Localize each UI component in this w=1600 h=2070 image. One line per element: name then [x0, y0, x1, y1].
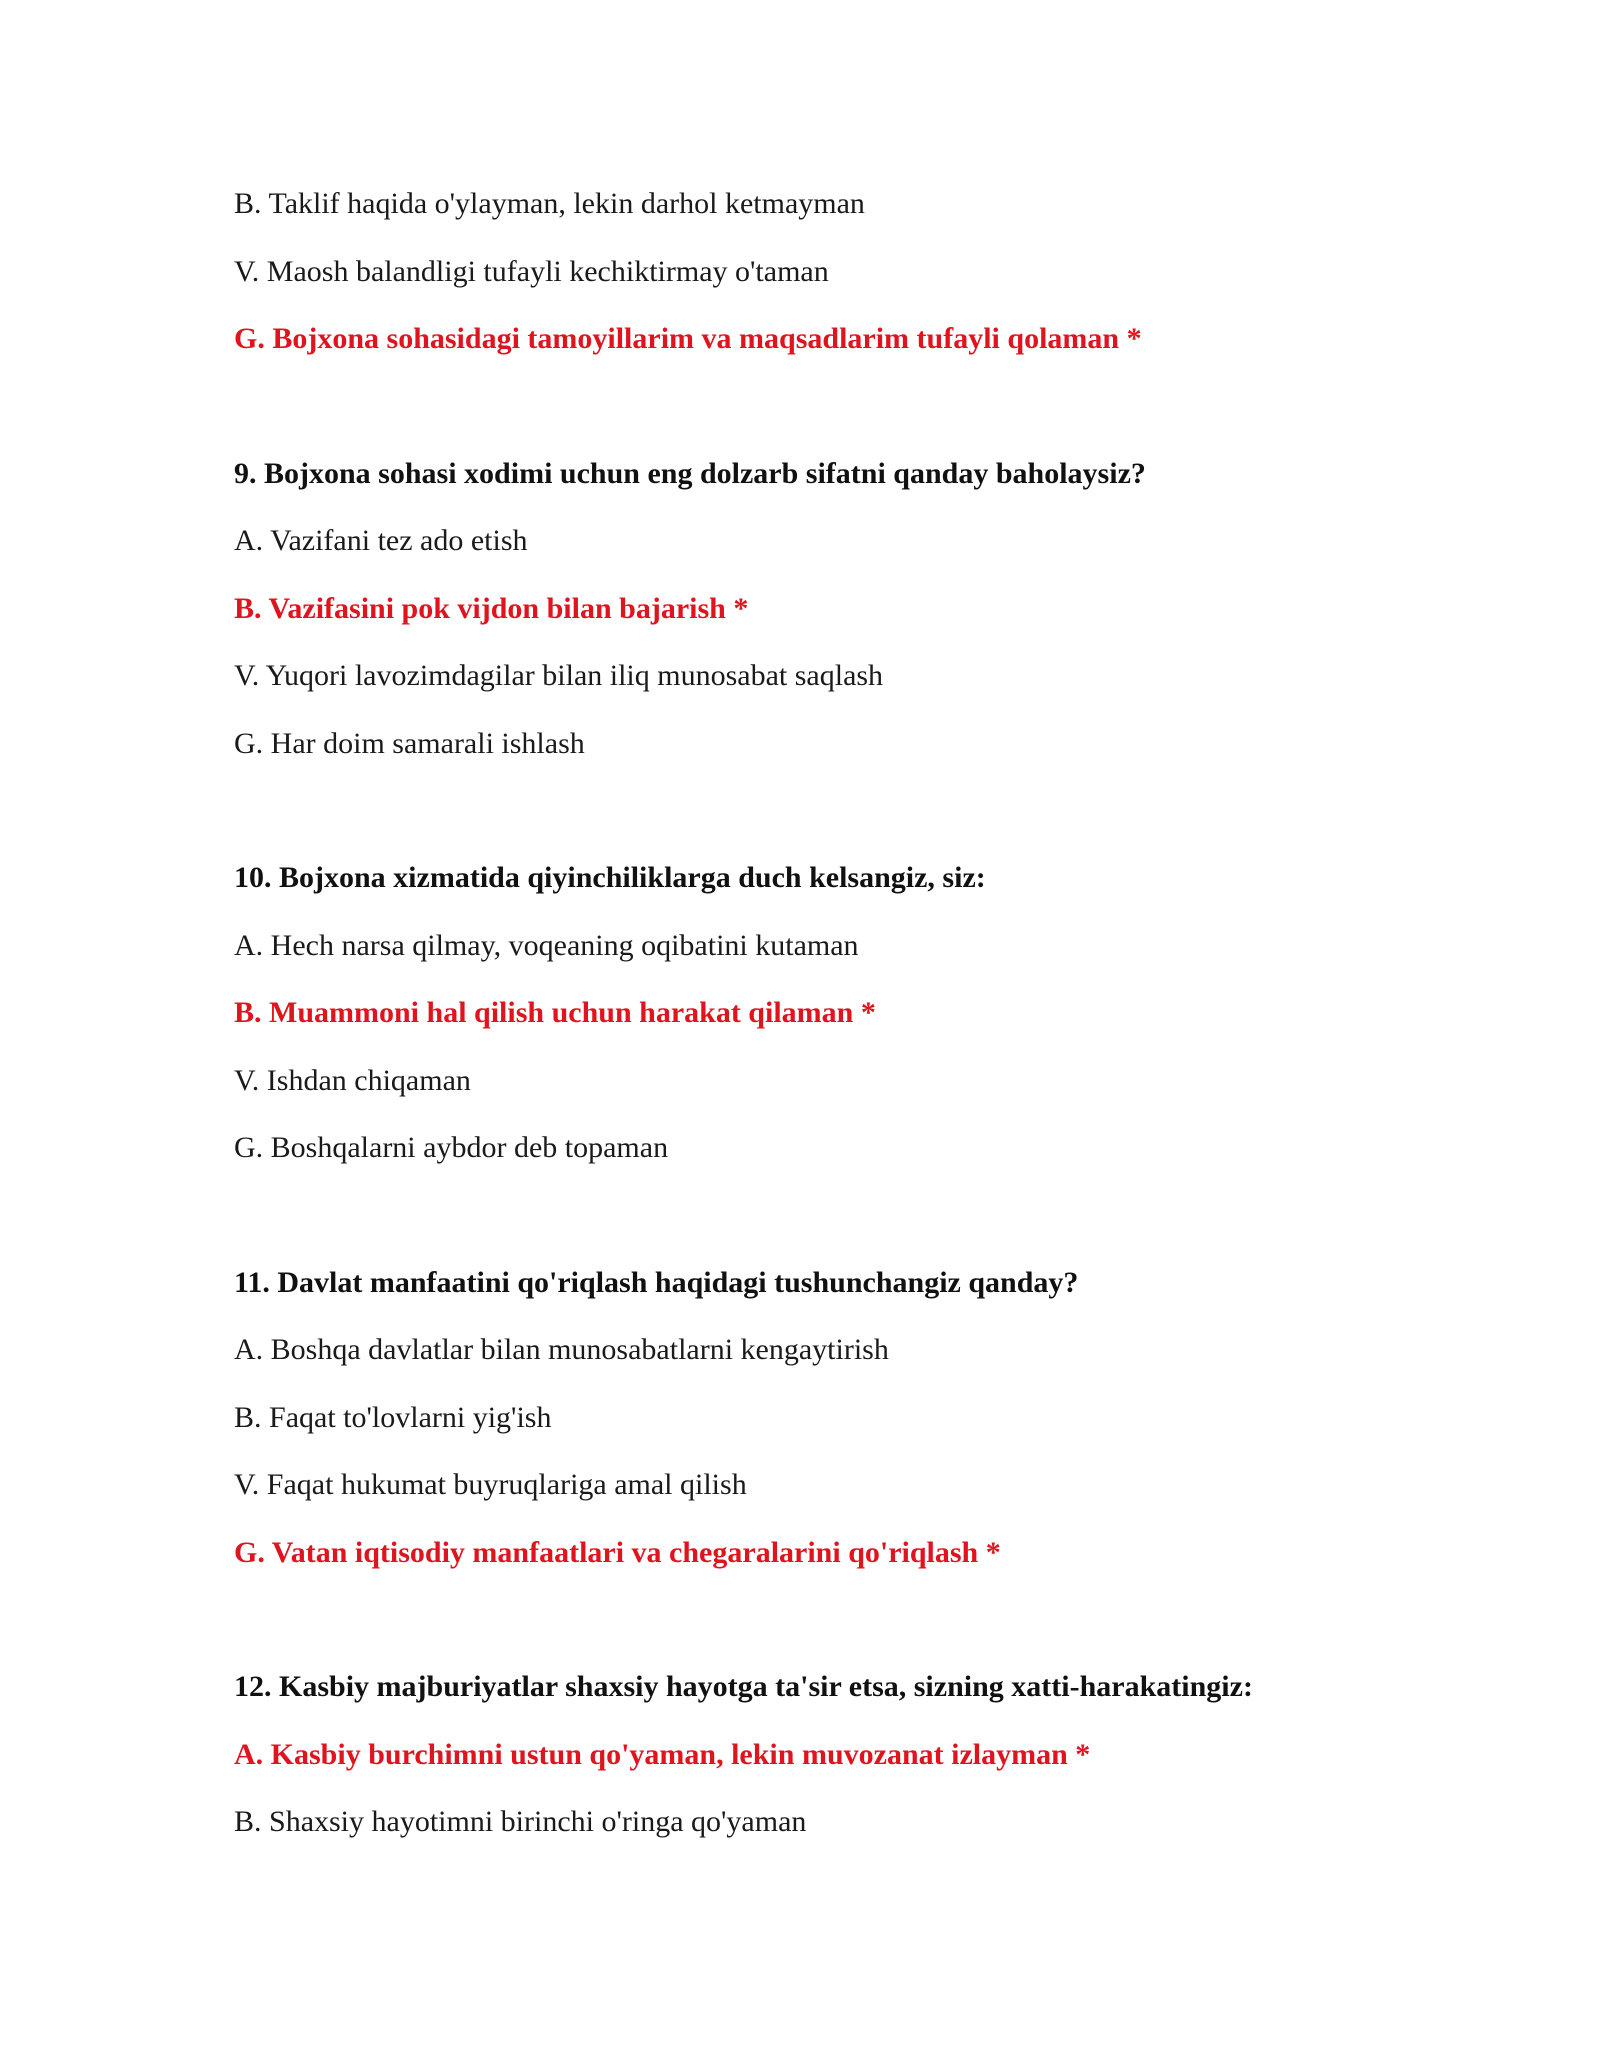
question-block-8-continued — [234, 187, 1434, 356]
question-11-text: 11. Davlat manfaatini qo'riqlash haqidagi tushunchangiz qanday? — [234, 1265, 1079, 1299]
question-block-10 — [234, 861, 1434, 1165]
option-12-a-correct: A. Kasbiy burchimni ustun qo'yaman, lekin muvozanat izlayman * — [234, 1737, 1091, 1771]
option-9-g: G. Har doim samarali ishlash — [234, 726, 585, 760]
option-11-b: B. Faqat to'lovlarni yig'ish — [234, 1400, 552, 1434]
block-spacer — [234, 1603, 1434, 1670]
option-8-v: V. Maosh balandligi tufayli kechiktirmay o'taman — [234, 254, 829, 288]
block-spacer — [234, 1199, 1434, 1266]
option-10-v: V. Ishdan chiqaman — [234, 1063, 471, 1097]
option-8-b: B. Taklif haqida o'ylayman, lekin darhol ketmayman — [234, 187, 865, 220]
block-spacer — [234, 794, 1434, 861]
option-10-a: A. Hech narsa qilmay, voqeaning oqibatini kutaman — [234, 928, 859, 962]
question-block-11 — [234, 1266, 1434, 1570]
option-9-b-correct: B. Vazifasini pok vijdon bilan bajarish * — [234, 591, 749, 625]
option-11-g-correct: G. Vatan iqtisodiy manfaatlari va chegaralarini qo'riqlash * — [234, 1535, 1001, 1569]
option-9-a: A. Vazifani tez ado etish — [234, 524, 528, 557]
option-11-v: V. Faqat hukumat buyruqlariga amal qilish — [234, 1468, 747, 1501]
option-12-b: B. Shaxsiy hayotimni birinchi o'ringa qo'yaman — [234, 1805, 807, 1838]
option-10-b-correct: B. Muammoni hal qilish uchun harakat qilaman * — [234, 996, 876, 1029]
option-11-a: A. Boshqa davlatlar bilan munosabatlarni kengaytirish — [234, 1333, 889, 1366]
question-9-text: 9. Bojxona sohasi xodimi uchun eng dolzarb sifatni qanday baholaysiz? — [234, 456, 1146, 490]
question-12-text: 12. Kasbiy majburiyatlar shaxsiy hayotga ta'sir etsa, sizning xatti-harakatingiz: — [234, 1670, 1253, 1703]
option-8-g-correct: G. Bojxona sohasidagi tamoyillarim va maqsadlarim tufayli qolaman * — [234, 322, 1142, 355]
option-10-g: G. Boshqalarni aybdor deb topaman — [234, 1131, 669, 1164]
question-10-text: 10. Bojxona xizmatida qiyinchiliklarga duch kelsangiz, siz: — [234, 861, 986, 894]
option-9-v: V. Yuqori lavozimdagilar bilan iliq munosabat saqlash — [234, 659, 884, 692]
document-page — [234, 187, 1434, 1873]
question-block-9 — [234, 457, 1434, 761]
question-block-12 — [234, 1670, 1434, 1839]
block-spacer — [234, 390, 1434, 457]
